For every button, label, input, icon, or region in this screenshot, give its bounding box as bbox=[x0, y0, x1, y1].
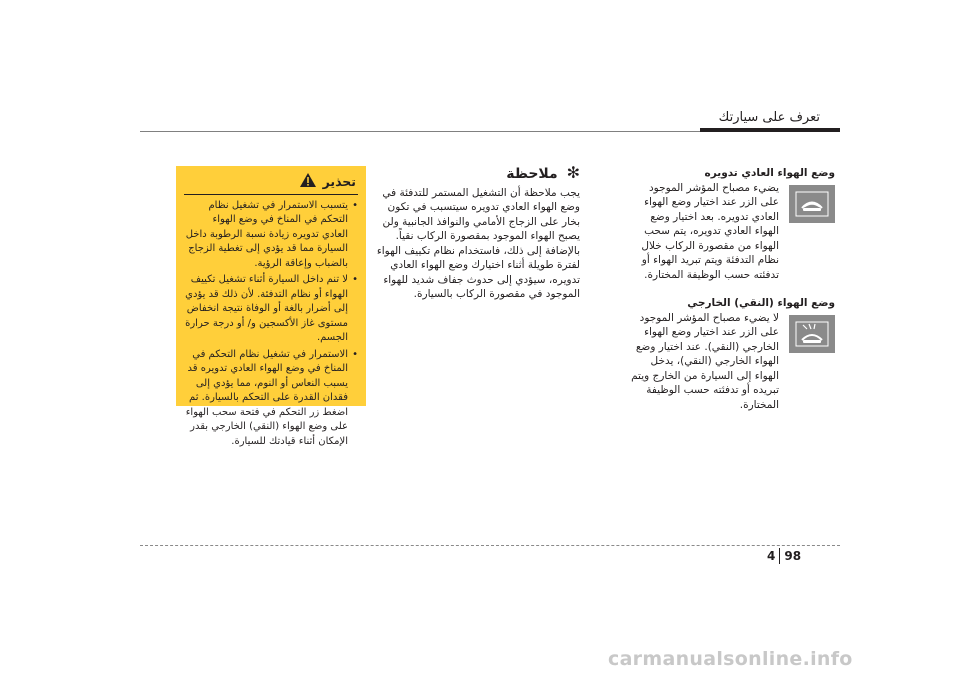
warning-item: • لا تنم داخل السيارة أثناء تشغيل تكييف الهواء أو نظام التدفئة. لأن ذلك قد يؤدي إلى أضرار بالغة أو الوفاة نتيجة انخفاض مستوى غاز الأكسجين و/ أو درجة حرارة الجسم. bbox=[184, 273, 358, 346]
note-title: ملاحظة bbox=[506, 166, 558, 182]
page-header-title: تعرف على سيارتك bbox=[718, 110, 820, 125]
footer-rule bbox=[140, 545, 840, 546]
page-number-value: 98 bbox=[784, 549, 802, 563]
warning-title: تحذير bbox=[322, 173, 356, 189]
section-heading-recirculation: وضع الهواء العادي تدويره bbox=[704, 167, 835, 179]
warning-heading bbox=[176, 166, 366, 194]
middle-column bbox=[368, 163, 580, 302]
chapter-number: 4 bbox=[767, 549, 776, 563]
page-number bbox=[767, 548, 801, 564]
warning-rule bbox=[184, 194, 358, 195]
warning-item: • يتسبب الاستمرار في تشغيل نظام التحكم في المناخ في وضع الهواء العادي تدويره زيادة نسبة الرطوبة داخل السيارة مما قد يؤدي إلى تغطية الزجاج بالضباب وإعاقة الرؤية. bbox=[184, 199, 358, 272]
car-recirculation-icon bbox=[789, 185, 835, 223]
header-tab-bar bbox=[700, 128, 840, 132]
section-heading-fresh-air: وضع الهواء (النقي) الخارجي bbox=[687, 297, 835, 309]
watermark: carmanualsonline.info bbox=[608, 648, 853, 670]
warning-box bbox=[176, 166, 366, 447]
section-text-recirculation: يضيء مصباح المؤشر الموجود على الزر عند اختيار وضع الهواء العادي تدويره. بعد اختيار وضع الهواء العادي تدويره، يتم سحب الهواء من مقصورة الركاب خلال نظام التدفئة ويتم تبريد الهواء أو تدفئته حسب الوظيفة المختارة. bbox=[641, 181, 779, 281]
warning-triangle-icon bbox=[299, 172, 317, 192]
warning-item: • الاستمرار في تشغيل نظام التحكم في المناخ في وضع الهواء العادي تدويره قد يسبب النعاس أو النوم، مما يؤدي إلى فقدان القدرة على التحكم بالسيارة. ثم اضغط زر التحكم في فتحة سحب الهواء على وضع الهواء (النقي) الخارجي بقدر الإمكان أثناء قيادتك للسيارة. bbox=[184, 348, 358, 450]
note-text: يجب ملاحظة أن التشغيل المستمر للتدفئة في وضع الهواء العادي تدويره سيتسبب في تكون بخار على الزجاج الأمامي والنوافذ الجانبية ولن يصبح الهواء الموجود بمقصورة الركاب نقياً. بالإضافة إلى ذلك، فاستخدام نظام تكييف الهواء لفترة طويلة أثناء اختيارك وضع الهواء العادي تدويره، سيؤدي إلى حدوث جفاف شديد للهواء الموجود في مقصورة الركاب بالسيارة. bbox=[376, 186, 580, 300]
car-fresh-air-icon bbox=[789, 315, 835, 353]
note-heading bbox=[368, 163, 580, 182]
page-separator bbox=[779, 548, 780, 564]
warning-list bbox=[176, 199, 366, 450]
section-recirculation bbox=[580, 166, 835, 282]
right-column bbox=[580, 166, 835, 412]
note-star-icon: ✻ bbox=[566, 163, 580, 182]
section-fresh-air bbox=[580, 296, 835, 412]
section-text-fresh-air: لا يضيء مصباح المؤشر الموجود على الزر عند اختيار وضع الهواء الخارجي (النقي). عند اختيار وضع الهواء الخارجي (النقي)، يدخل الهواء إلى السيارة من الخارج ويتم تبريده أو تدفئته حسب الوظيفة المختارة. bbox=[631, 311, 779, 411]
